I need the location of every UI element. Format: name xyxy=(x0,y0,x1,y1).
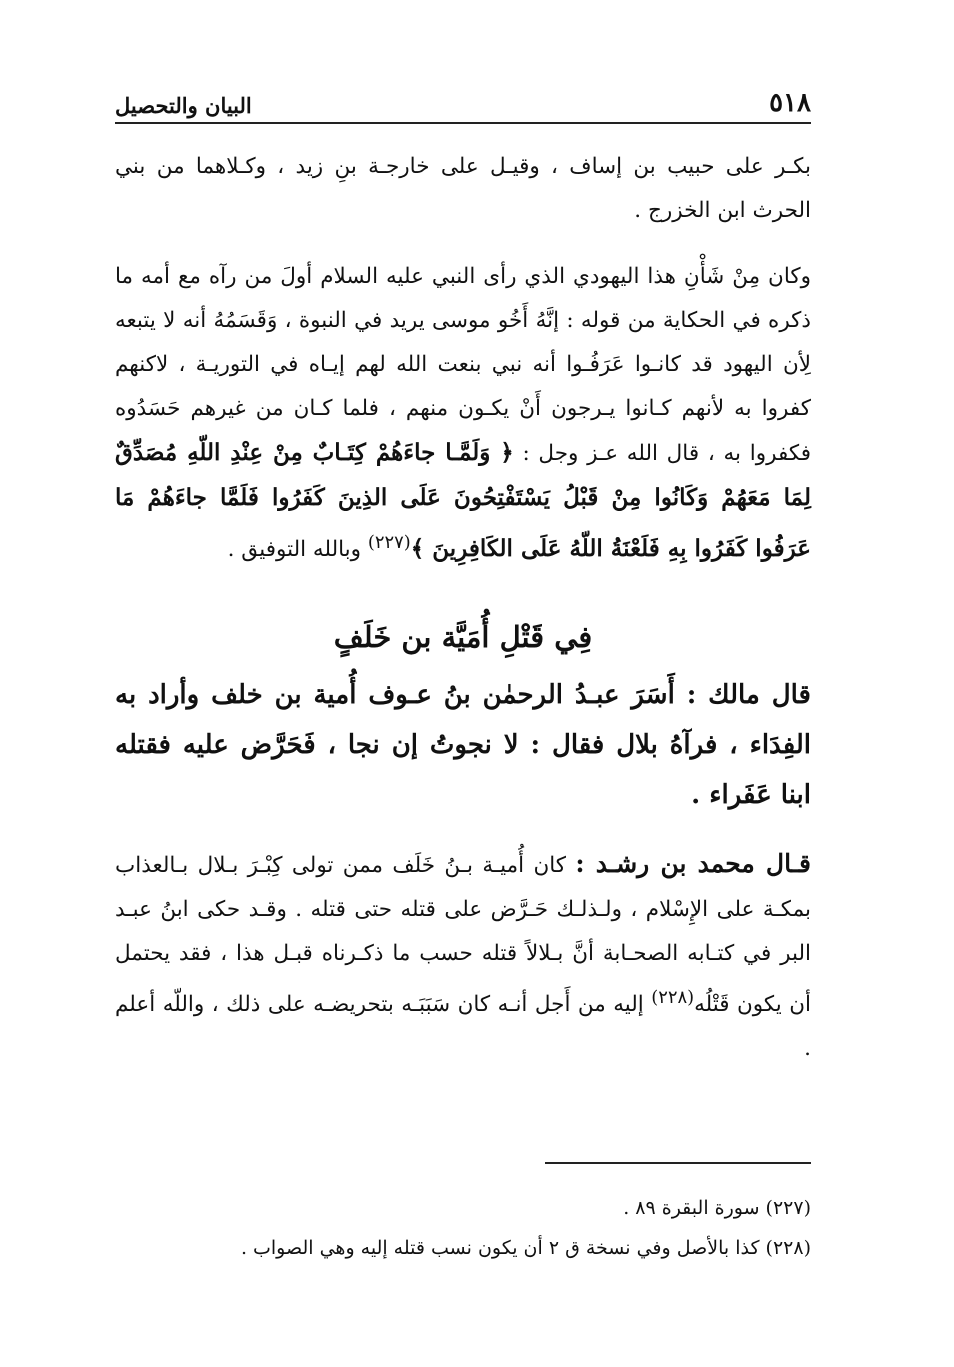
paragraph-3 xyxy=(115,670,811,820)
page-number: ٥١٨ xyxy=(769,88,811,118)
footnote-228: (٢٢٨) كذا بالأصل وفي نسخة ق ٢ أن يكون نسب قتله إليه وهي الصواب . xyxy=(240,1237,811,1259)
paragraph-3-text: أَسَرَ عبـدُ الرحمٰن بنُ عـوف أُمية بن خلف وأراد به الفِدَاء ، فرآهُ بلال فقال : لا نجوتُ إن نجا ، فَحَرَّض عليه فقتله ابنا عَفَراء . xyxy=(115,680,811,811)
paragraph-2-end: وبالله التوفيق . xyxy=(227,537,362,563)
running-title: البيان والتحصيل xyxy=(115,93,252,118)
quran-verse: ﴿ وَلَمَّـا جاءَهُمْ كِتَـابٌ مِنْ عِنْدِ اللّهِ مُصَدِّقٌ لِمَا مَعَهُمْ وَكَانُوا مِنْ قَبْلُ يَسْتَفْتِحُونَ عَلَى الذِينَ كَفَرُوا فَلَمَّا جاءَهُمْ مَا عَرَفُوا كَفَرُوا بِهِ فَلَعْنَةُ اللّهُ عَلَى الكَافِرِينَ ﴾ xyxy=(115,439,811,563)
section-heading: فِي قَتْلِ أُمَيَّة بن خَلَفٍ xyxy=(333,620,593,655)
paragraph-1: بكـر على حبيب بن إساف ، وقيـل على خارجـة بنِ زيد ، وكـلاهما من بني الحرث ابن الخزرج . xyxy=(115,154,811,223)
paragraph-3-speaker: قال مالك : xyxy=(686,680,811,711)
paragraph-4-speaker: قـال محمد بن رشـد : xyxy=(575,849,811,879)
footnote-separator xyxy=(545,1162,811,1164)
footnote-227: (٢٢٧) سورة البقرة ٨٩ . xyxy=(623,1197,811,1219)
footnotes xyxy=(115,1188,811,1268)
footnote-ref-227: (٢٢٧) xyxy=(367,532,411,553)
footnote-ref-228: (٢٢٨) xyxy=(651,987,695,1009)
paragraph-4-text-a: كان أُميـة بـنُ خَلَف ممن تولى كِبْـرَ بـلال بـالعذاب بمكـة على الإِسْلام ، ولـذلـك حَـرَّض على قتله حتى قتله . وقـد حكى ابنُ عبـد البر في كتـابه الصحـابة أنَّ بـلالاً قتله حسب ما ذكـرناه قبـل هذا ، فقد يحتمل أن يكون قَتْلُه xyxy=(115,853,811,1018)
paragraph-4 xyxy=(115,842,811,1071)
page-header xyxy=(115,80,811,124)
paragraph-4-text-b: إليه من أَجل أنـه كان سَبَبَـه بتحريضـه على ذلك ، واللّه أعلم . xyxy=(115,992,811,1062)
page-body xyxy=(115,145,811,1071)
paragraph-2 xyxy=(115,255,811,572)
paragraph-2-text: وكان مِنْ شَأْنِ هذا اليهودي الذي رأى النبي عليه السلام أولَ من رآه مع أمه ما ذكره في الحكاية من قوله : إنَّهُ أَخُو موسى يريد في النبوة ، وَقَسَمُهُ أنه لا يتبعه لِأن اليهود قد كانـوا عَرَفُـوا أنه نبي بنعت الله لهم إيـاه في التوريـة ، لاكنهم كفروا به لأنهم كـانوا يـرجون أَنْ يكـون منهم ، فلما كـان من غيرهم حَسَدُوه فكفروا به ، قال الله عـز وجل : xyxy=(115,264,811,466)
